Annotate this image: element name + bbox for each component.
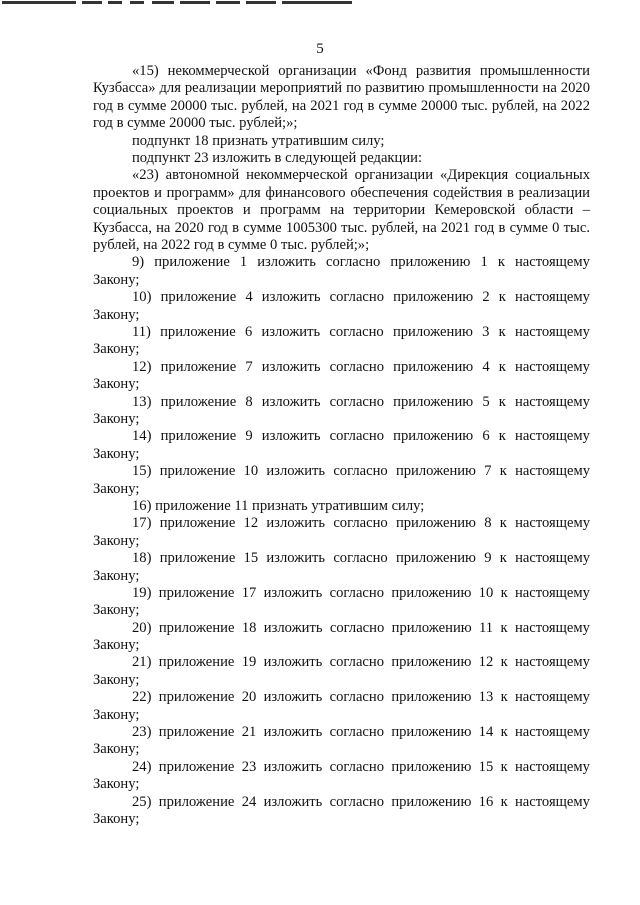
amendment-word: 3 <box>482 324 490 341</box>
paragraph-sub23: подпункт 23 изложить в следующей редакции: <box>132 150 423 167</box>
amendment-item <box>93 620 590 655</box>
amendment-item-line <box>93 794 590 811</box>
amendment-word: приложению <box>392 324 473 341</box>
amendment-word: приложению <box>393 428 474 445</box>
amendment-item-line <box>93 724 590 741</box>
amendment-word: 10 <box>478 584 494 601</box>
amendment-item <box>93 585 590 620</box>
amendment-item-line <box>93 394 590 411</box>
amendment-word: согласно <box>329 654 385 671</box>
amendment-item-tail: Закону; <box>93 637 140 654</box>
amendment-word: приложение <box>160 393 237 410</box>
amendment-item <box>93 394 590 429</box>
amendment-item <box>93 724 590 759</box>
amendment-word: 21 <box>241 724 257 741</box>
amendment-word: к <box>499 550 507 567</box>
amendment-word: изложить <box>263 724 323 741</box>
amendment-item-line <box>93 620 590 637</box>
amendment-word: 24) <box>132 758 152 775</box>
amendment-word: изложить <box>261 289 321 306</box>
amendment-word: настоящему <box>514 724 590 741</box>
amendment-word: изложить <box>261 358 321 375</box>
amendment-word: изложить <box>263 619 323 636</box>
amendment-word: 25) <box>132 793 152 810</box>
amendment-word: изложить <box>263 793 323 810</box>
amendment-item <box>93 254 590 289</box>
amendment-word: 13) <box>132 393 152 410</box>
amendment-item-tail: Закону; <box>93 532 140 549</box>
amendment-word: 23) <box>132 724 152 741</box>
amendment-word: приложение <box>159 463 236 480</box>
amendment-word: согласно <box>329 758 385 775</box>
amendment-item <box>93 654 590 689</box>
amendment-word: согласно <box>329 619 385 636</box>
amendment-word: изложить <box>266 515 326 532</box>
amendment-word: согласно <box>329 324 384 341</box>
amendment-word: приложению <box>391 654 472 671</box>
amendment-word: изложить <box>261 324 321 341</box>
amendment-word: изложить <box>266 463 326 480</box>
amendment-word: настоящему <box>514 654 590 671</box>
amendment-word: приложению <box>391 758 472 775</box>
amendment-word: 1 <box>239 254 248 271</box>
amendment-item <box>93 794 590 829</box>
amendment-item-tail: Закону; <box>93 341 140 358</box>
amendment-word: приложению <box>393 358 474 375</box>
amendment-item-tail: Закону; <box>93 271 140 288</box>
amendment-item <box>93 289 590 324</box>
amendment-item-line <box>93 428 590 445</box>
amendment-item-line <box>93 515 590 532</box>
amendment-item-line <box>93 463 590 480</box>
amendment-word: приложение <box>158 689 235 706</box>
amendment-word: к <box>498 324 506 341</box>
amendment-word: 19 <box>241 654 257 671</box>
amendment-word: согласно <box>329 584 385 601</box>
amendment-item-tail: Закону; <box>93 776 140 793</box>
paragraph-15: «15) некоммерческой организации «Фонд развития промышленности Кузбасса» для реализации мероприятий по развитию промышленности на 2020 год в сумме 20000 тыс. рублей, на 2021 год в сумме 20000 тыс. рублей, на 2022 год в сумме 20000 тыс. рублей;»; <box>93 63 590 132</box>
amendment-word: приложению <box>395 515 476 532</box>
amendment-word: 15) <box>132 463 152 480</box>
amendment-item <box>93 550 590 585</box>
amendment-item <box>93 359 590 394</box>
amendment-word: изложить <box>263 689 323 706</box>
amendment-word: приложение <box>154 254 230 271</box>
amendment-item <box>93 324 590 359</box>
amendment-word: настоящему <box>514 584 590 601</box>
amendment-word: к <box>499 463 507 480</box>
amendment-item-tail: Закону; <box>93 741 140 758</box>
amendment-word: приложение <box>159 550 236 567</box>
amendment-word: изложить <box>263 584 323 601</box>
amendment-word: изложить <box>263 758 323 775</box>
amendment-word: 6 <box>244 324 253 341</box>
amendment-item-tail: Закону; <box>93 567 140 584</box>
page-number: 5 <box>316 41 324 57</box>
amendment-item-line <box>93 254 590 271</box>
amendment-word: настоящему <box>514 254 590 271</box>
amendment-word: приложение <box>159 515 236 532</box>
amendment-word: 1 <box>480 254 488 271</box>
amendment-word: согласно <box>329 289 385 306</box>
amendment-word: приложению <box>391 724 472 741</box>
amendment-word: к <box>500 758 508 775</box>
amendment-word: к <box>497 254 505 271</box>
amendment-word: изложить <box>266 550 326 567</box>
amendment-word: к <box>500 793 508 810</box>
amendment-word: 2 <box>482 289 490 306</box>
amendment-word: согласно <box>329 724 385 741</box>
amendment-item-line <box>93 654 590 671</box>
amendment-word: 4 <box>482 358 490 375</box>
amendment-item <box>93 428 590 463</box>
amendment-word: 15 <box>243 550 259 567</box>
amendment-word: приложение <box>160 289 237 306</box>
amendment-word: 7 <box>484 463 492 480</box>
amendment-word: к <box>498 428 506 445</box>
amendment-word: приложению <box>391 793 472 810</box>
amendment-word: согласно <box>329 689 385 706</box>
amendment-word: к <box>500 619 508 636</box>
amendment-word: настоящему <box>514 324 590 341</box>
amendment-word: настоящему <box>515 428 590 445</box>
amendment-item-tail: Закону; <box>93 376 140 393</box>
amendment-word: 5 <box>482 393 490 410</box>
amendment-word: 8 <box>245 393 253 410</box>
amendment-word: 6 <box>482 428 490 445</box>
amendment-word: 9 <box>245 428 253 445</box>
amendment-word: согласно <box>329 793 385 810</box>
amendment-word: 14) <box>132 428 152 445</box>
amendment-item-tail: Закону; <box>93 706 140 723</box>
amendment-word: 8 <box>484 515 492 532</box>
amendment-item <box>93 759 590 794</box>
amendment-word: 12 <box>243 515 259 532</box>
amendment-word: 16 <box>478 793 494 810</box>
amendment-word: согласно <box>333 550 388 567</box>
amendment-item-tail: Закону; <box>93 410 140 427</box>
amendment-word: 22) <box>132 689 152 706</box>
amendment-word: к <box>498 393 506 410</box>
amendment-word: к <box>500 689 508 706</box>
amendment-word: согласно <box>329 358 385 375</box>
amendment-list-b <box>93 515 590 828</box>
amendment-item-line <box>93 550 590 567</box>
amendment-word: настоящему <box>514 689 590 706</box>
amendment-word: настоящему <box>515 358 590 375</box>
amendment-word: 9) <box>132 254 145 271</box>
amendment-word: изложить <box>263 654 323 671</box>
amendment-item-tail: Закону; <box>93 671 140 688</box>
amendment-word: настоящему <box>515 463 590 480</box>
amendment-word: приложению <box>395 463 476 480</box>
amendment-word: 23 <box>241 758 257 775</box>
amendment-word: 17) <box>132 515 152 532</box>
amendment-word: 20) <box>132 619 152 636</box>
amendment-word: 20 <box>241 689 257 706</box>
paragraph-sub18: подпункт 18 признать утратившим силу; <box>132 132 385 149</box>
amendment-word: к <box>500 724 508 741</box>
amendment-item-line <box>93 759 590 776</box>
amendment-word: приложение <box>160 358 237 375</box>
amendment-word: 10 <box>243 463 259 480</box>
amendment-item-tail: Закону; <box>93 602 140 619</box>
amendment-word: к <box>500 584 508 601</box>
amendment-word: приложению <box>391 689 472 706</box>
amendment-item-tail: Закону; <box>93 306 140 323</box>
amendment-word: приложение <box>158 584 235 601</box>
amendment-word: согласно <box>333 515 388 532</box>
amendment-word: согласно <box>325 254 381 271</box>
amendment-word: 19) <box>132 584 152 601</box>
amendment-word: приложение <box>158 793 235 810</box>
amendment-word: согласно <box>329 393 385 410</box>
amendment-word: настоящему <box>514 619 590 636</box>
amendment-item-16: 16) приложение 11 признать утратившим силу; <box>132 497 425 514</box>
amendment-word: приложение <box>158 724 235 741</box>
amendment-word: настоящему <box>515 515 590 532</box>
amendment-item-tail: Закону; <box>93 810 140 827</box>
amendment-word: приложению <box>393 393 474 410</box>
amendment-word: приложению <box>390 254 471 271</box>
amendment-word: 9 <box>484 550 492 567</box>
amendment-item-line <box>93 289 590 306</box>
amendment-word: приложение <box>160 324 236 341</box>
amendment-list-a <box>93 254 590 497</box>
amendment-item <box>93 463 590 498</box>
amendment-word: 21) <box>132 654 152 671</box>
amendment-item-tail: Закону; <box>93 480 140 497</box>
amendment-word: настоящему <box>515 289 590 306</box>
amendment-word: к <box>500 654 508 671</box>
amendment-word: приложению <box>391 619 472 636</box>
amendment-word: 24 <box>241 793 257 810</box>
amendment-word: согласно <box>329 428 385 445</box>
amendment-word: приложение <box>158 654 235 671</box>
amendment-word: настоящему <box>515 550 590 567</box>
amendment-word: приложению <box>395 550 476 567</box>
amendment-word: настоящему <box>514 793 590 810</box>
amendment-word: настоящему <box>514 758 590 775</box>
amendment-word: согласно <box>333 463 388 480</box>
header-scan-marks <box>0 0 360 8</box>
paragraph-23: «23) автономной некоммерческой организации «Дирекция социальных проектов и программ» для финансового обеспечения содействия в реализации социальных проектов и программ на территории Кемеровской области – Кузбасса, на 2020 год в сумме 1005300 тыс. рублей, на 2021 год в сумме 0 тыс. рублей, на 2022 год в сумме 0 тыс. рублей;»; <box>93 167 590 254</box>
amendment-item <box>93 515 590 550</box>
amendment-item-tail: Закону; <box>93 445 140 462</box>
document-body <box>93 63 590 828</box>
amendment-word: 12 <box>478 654 494 671</box>
amendment-word: 18) <box>132 550 152 567</box>
amendment-word: 15 <box>478 758 494 775</box>
amendment-word: 11) <box>132 324 151 341</box>
amendment-word: приложение <box>160 428 237 445</box>
amendment-word: к <box>499 515 507 532</box>
amendment-word: 18 <box>241 619 257 636</box>
amendment-word: изложить <box>261 428 321 445</box>
amendment-word: изложить <box>261 393 321 410</box>
amendment-word: 12) <box>132 358 152 375</box>
amendment-word: 7 <box>245 358 253 375</box>
amendment-word: 13 <box>478 689 494 706</box>
amendment-word: 14 <box>478 724 494 741</box>
amendment-item-line <box>93 585 590 602</box>
amendment-word: настоящему <box>515 393 590 410</box>
amendment-word: к <box>498 358 506 375</box>
amendment-item-line <box>93 359 590 376</box>
amendment-word: приложение <box>158 758 235 775</box>
amendment-word: приложение <box>158 619 235 636</box>
amendment-word: изложить <box>257 254 316 271</box>
amendment-word: приложению <box>391 584 472 601</box>
amendment-word: 11 <box>479 619 494 636</box>
amendment-word: 4 <box>245 289 253 306</box>
amendment-word: 17 <box>241 584 257 601</box>
amendment-word: 10) <box>132 289 152 306</box>
amendment-word: приложению <box>393 289 474 306</box>
amendment-item-line <box>93 324 590 341</box>
amendment-item-line <box>93 689 590 706</box>
amendment-word: к <box>498 289 506 306</box>
amendment-item <box>93 689 590 724</box>
